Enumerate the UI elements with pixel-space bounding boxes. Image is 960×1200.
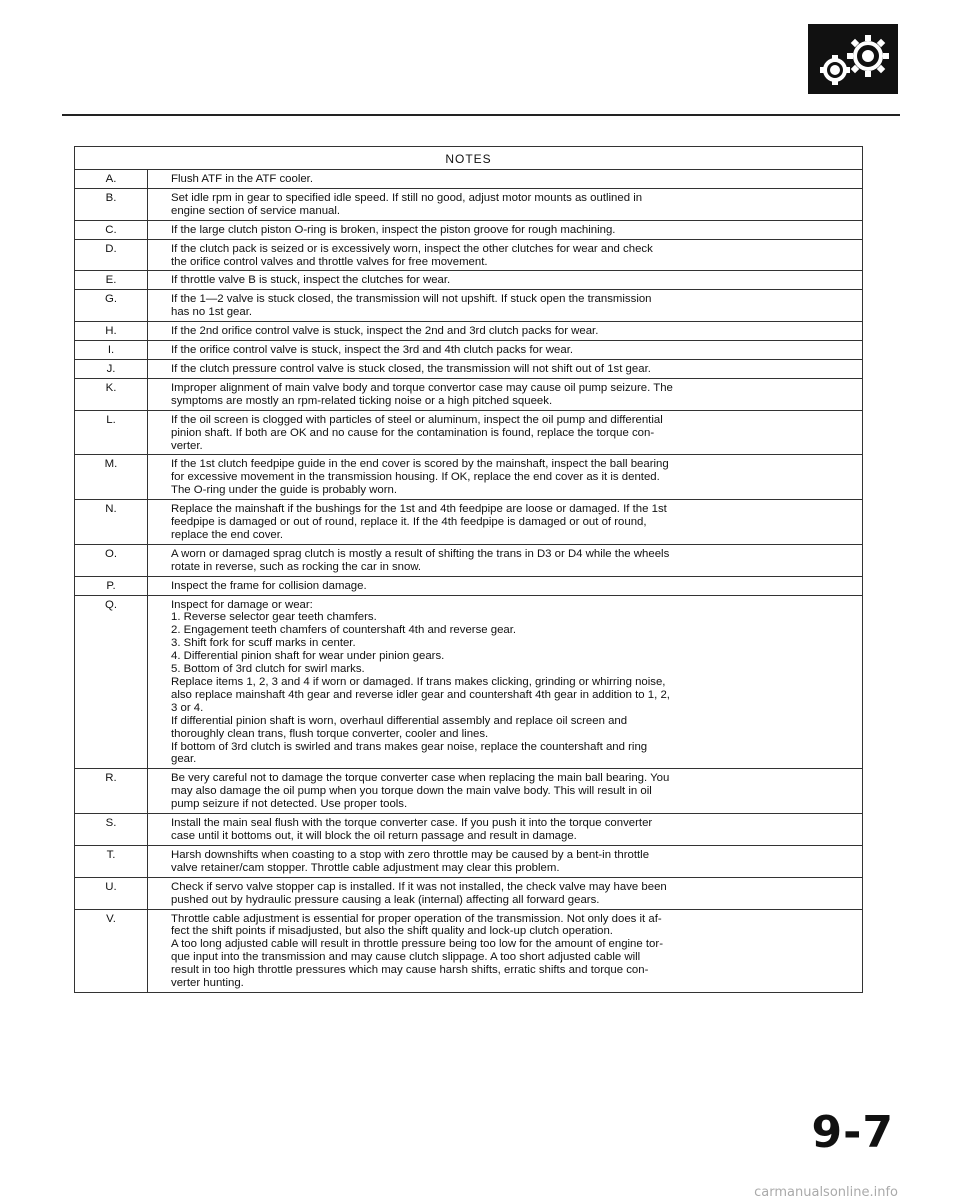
- note-letter: K.: [75, 378, 148, 410]
- note-row: [75, 909, 863, 992]
- note-line: symptoms are mostly an rpm-related ticking noise or a high pitched squeek.: [171, 394, 553, 407]
- note-row: [75, 239, 863, 271]
- notes-title: NOTES: [75, 147, 863, 170]
- note-row: [75, 188, 863, 220]
- note-letter: E.: [75, 271, 148, 290]
- note-line: 3. Shift fork for scuff marks in center.: [171, 637, 356, 650]
- note-line: 4. Differential pinion shaft for wear under pinion gears.: [171, 650, 445, 663]
- note-line: The O-ring under the guide is probably worn.: [171, 484, 398, 497]
- note-line: Inspect for damage or wear:: [171, 598, 313, 611]
- note-line: verter hunting.: [171, 977, 244, 990]
- note-letter: J.: [75, 359, 148, 378]
- note-line: pump seizure if not detected. Use proper tools.: [171, 798, 408, 811]
- note-line: 2. Engagement teeth chamfers of countershaft 4th and reverse gear.: [171, 624, 517, 637]
- note-letter: N.: [75, 500, 148, 545]
- note-letter: S.: [75, 814, 148, 846]
- note-line: replace the end cover.: [171, 528, 284, 541]
- note-line: que input into the transmission and may cause clutch slippage. A too short adjusted cable will: [171, 951, 641, 964]
- note-letter: T.: [75, 845, 148, 877]
- note-row: [75, 576, 863, 595]
- note-text: [148, 845, 863, 877]
- note-row: [75, 769, 863, 814]
- notes-table: [74, 146, 863, 993]
- note-text: [148, 544, 863, 576]
- note-line: rotate in reverse, such as rocking the car in snow.: [171, 560, 422, 573]
- note-row: [75, 378, 863, 410]
- note-line: If the 1—2 valve is stuck closed, the transmission will not upshift. If stuck open the transmission: [171, 293, 652, 306]
- note-text: [148, 410, 863, 455]
- note-line: Replace the mainshaft if the bushings for the 1st and 4th feedpipe are loose or damaged. If the 1st: [171, 503, 667, 516]
- note-row: [75, 341, 863, 360]
- note-text: [148, 595, 863, 769]
- note-line: 3 or 4.: [171, 701, 204, 714]
- note-row: [75, 845, 863, 877]
- note-letter: Q.: [75, 595, 148, 769]
- note-text: [148, 359, 863, 378]
- note-line: Replace items 1, 2, 3 and 4 if worn or damaged. If trans makes clicking, grinding or whirring noise,: [171, 676, 666, 688]
- note-text: [148, 239, 863, 271]
- note-letter: L.: [75, 410, 148, 455]
- note-line: Install the main seal flush with the torque converter case. If you push it into the torque converter: [171, 817, 653, 830]
- note-line: Throttle cable adjustment is essential for proper operation of the transmission. Not only does it af-: [171, 912, 662, 925]
- note-line: Harsh downshifts when coasting to a stop with zero throttle may be caused by a bent-in throttle: [171, 848, 650, 861]
- note-line: If the 2nd orifice control valve is stuck, inspect the 2nd and 3rd clutch packs for wear.: [171, 325, 599, 338]
- note-line: Check if servo valve stopper cap is installed. If it was not installed, the check valve may have been: [171, 880, 667, 893]
- note-line: result in too high throttle pressures which may cause harsh shifts, erratic shifts and torque con-: [171, 964, 649, 977]
- note-row: [75, 359, 863, 378]
- note-text: [148, 814, 863, 846]
- note-text: [148, 170, 863, 189]
- note-line: may also damage the oil pump when you torque down the main valve body. This will result in oil: [171, 785, 652, 798]
- note-row: [75, 220, 863, 239]
- note-row: [75, 322, 863, 341]
- note-line: engine section of service manual.: [171, 204, 341, 217]
- note-letter: B.: [75, 188, 148, 220]
- note-row: [75, 595, 863, 769]
- note-line: If bottom of 3rd clutch is swirled and trans makes gear noise, replace the countershaft and ring: [171, 740, 648, 753]
- page-number: 9-7: [811, 1107, 894, 1158]
- note-line: If the orifice control valve is stuck, inspect the 3rd and 4th clutch packs for wear.: [171, 344, 574, 357]
- note-line: thoroughly clean trans, flush torque converter, cooler and lines.: [171, 727, 489, 740]
- note-line: Be very careful not to damage the torque converter case when replacing the main ball bearing. You: [171, 772, 670, 785]
- note-line: pinion shaft. If both are OK and no cause for the contamination is found, replace the torque con-: [171, 426, 655, 439]
- note-text: [148, 769, 863, 814]
- note-text: [148, 341, 863, 360]
- note-letter: O.: [75, 544, 148, 576]
- note-line: also replace mainshaft 4th gear and reverse idler gear and countershaft 4th gear in addition to 1, 2,: [171, 688, 670, 701]
- note-line: gear.: [171, 753, 197, 766]
- watermark-text: carmanualsonline.info: [754, 1185, 898, 1200]
- note-line: If the 1st clutch feedpipe guide in the end cover is scored by the mainshaft, inspect the ball bearing: [171, 458, 669, 471]
- note-letter: P.: [75, 576, 148, 595]
- note-letter: U.: [75, 877, 148, 909]
- note-line: If the clutch pack is seized or is excessively worn, inspect the other clutches for wear and check: [171, 242, 653, 255]
- note-text: [148, 378, 863, 410]
- note-letter: H.: [75, 322, 148, 341]
- note-line: the orifice control valves and throttle valves for free movement.: [171, 255, 488, 268]
- note-line: valve retainer/cam stopper. Throttle cable adjustment may clear this problem.: [171, 861, 560, 874]
- note-text: [148, 500, 863, 545]
- note-row: [75, 271, 863, 290]
- note-row: [75, 410, 863, 455]
- note-line: Inspect the frame for collision damage.: [171, 579, 367, 592]
- note-text: [148, 576, 863, 595]
- note-line: Set idle rpm in gear to specified idle speed. If still no good, adjust motor mounts as outlined in: [171, 191, 643, 204]
- note-line: verter.: [171, 439, 203, 452]
- note-line: pushed out by hydraulic pressure causing a leak (internal) affecting all forward gears.: [171, 893, 600, 906]
- note-letter: V.: [75, 909, 148, 992]
- note-row: [75, 500, 863, 545]
- notes-body: [75, 170, 863, 993]
- note-row: [75, 877, 863, 909]
- note-text: [148, 877, 863, 909]
- transmission-gear-icon: [808, 24, 898, 94]
- note-line: Flush ATF in the ATF cooler.: [171, 173, 314, 185]
- note-line: fect the shift points if misadjusted, but also the shift quality and lock-up clutch operation.: [171, 925, 613, 938]
- note-line: If the large clutch piston O-ring is broken, inspect the piston groove for rough machining.: [171, 223, 616, 236]
- note-line: If differential pinion shaft is worn, overhaul differential assembly and replace oil screen and: [171, 714, 628, 727]
- note-line: 5. Bottom of 3rd clutch for swirl marks.: [171, 663, 365, 676]
- note-line: has no 1st gear.: [171, 306, 253, 319]
- note-row: [75, 455, 863, 500]
- note-text: [148, 455, 863, 500]
- note-text: [148, 220, 863, 239]
- note-letter: A.: [75, 170, 148, 189]
- note-letter: G.: [75, 290, 148, 322]
- note-text: [148, 290, 863, 322]
- note-text: [148, 322, 863, 341]
- note-line: 1. Reverse selector gear teeth chamfers.: [171, 611, 377, 624]
- note-line: for excessive movement in the transmission housing. If OK, replace the end cover as it is dented.: [171, 471, 660, 484]
- note-text: [148, 271, 863, 290]
- note-line: If the clutch pressure control valve is stuck closed, the transmission will not shift out of 1st gear.: [171, 362, 651, 375]
- note-line: If throttle valve B is stuck, inspect the clutches for wear.: [171, 274, 451, 287]
- note-text: [148, 909, 863, 992]
- note-letter: C.: [75, 220, 148, 239]
- note-letter: D.: [75, 239, 148, 271]
- note-text: [148, 188, 863, 220]
- note-line: If the oil screen is clogged with particles of steel or aluminum, inspect the oil pump and differential: [171, 413, 663, 426]
- note-row: [75, 290, 863, 322]
- note-line: A too long adjusted cable will result in throttle pressure being too low for the amount of engine tor-: [171, 938, 663, 951]
- note-line: feedpipe is damaged or out of round, replace it. If the 4th feedpipe is damaged or out of round,: [171, 516, 647, 529]
- note-line: Improper alignment of main valve body and torque convertor case may cause oil pump seizure. The: [171, 381, 673, 394]
- note-row: [75, 544, 863, 576]
- note-line: A worn or damaged sprag clutch is mostly a result of shifting the trans in D3 or D4 while the wheels: [171, 547, 670, 560]
- note-row: [75, 814, 863, 846]
- header-rule: [62, 114, 900, 116]
- note-letter: R.: [75, 769, 148, 814]
- note-letter: M.: [75, 455, 148, 500]
- note-line: case until it bottoms out, it will block the oil return passage and result in damage.: [171, 829, 577, 842]
- note-row: [75, 170, 863, 189]
- note-letter: I.: [75, 341, 148, 360]
